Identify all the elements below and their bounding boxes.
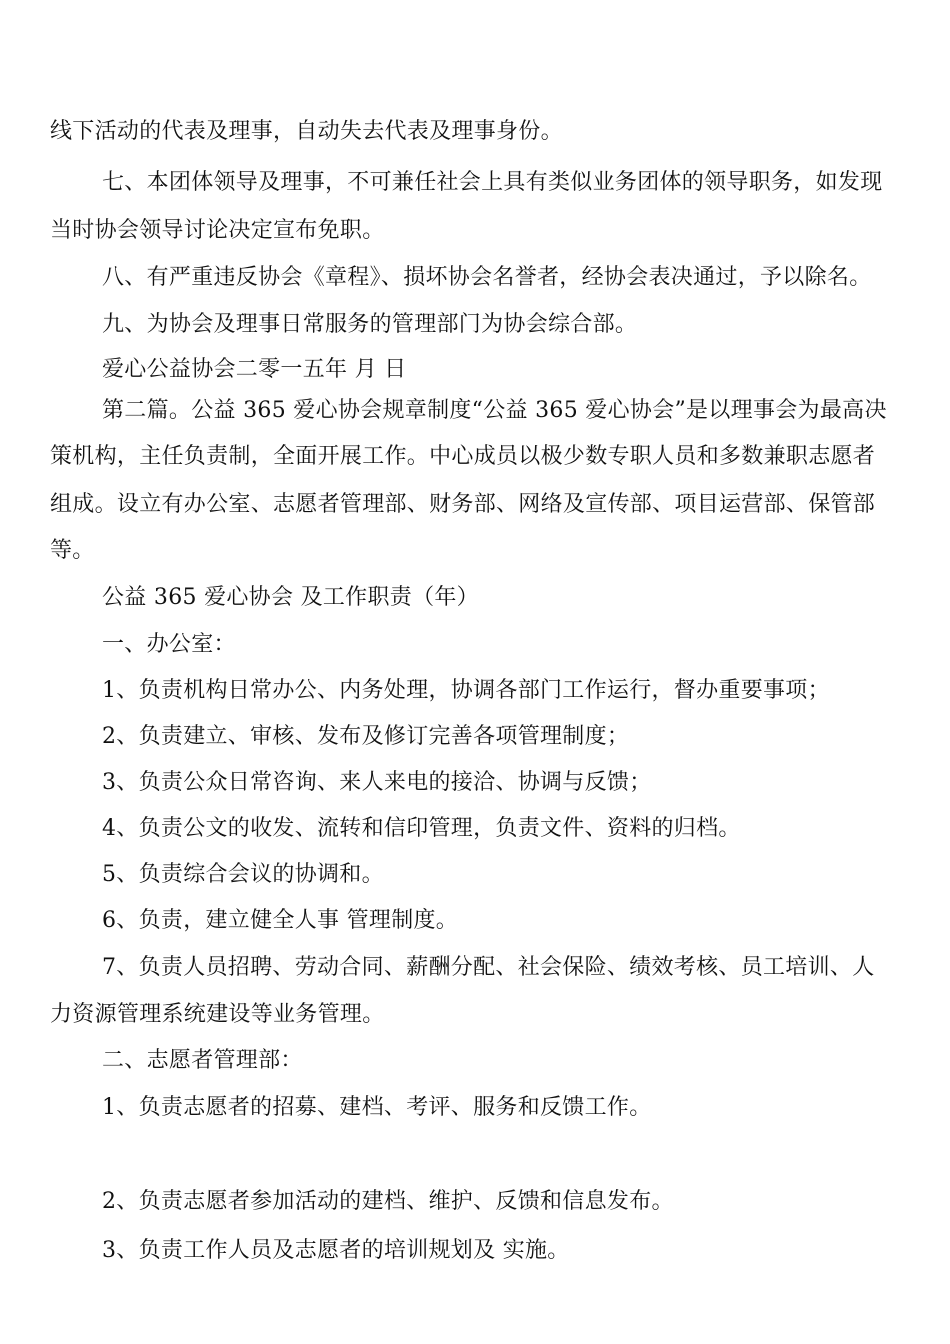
text-line: 爱心公益协会二零一五年 月 日 (102, 357, 407, 382)
text-line: 第二篇。公益 365 爱心协会规章制度“公益 365 爱心协会”是以理事会为最高决 (102, 398, 887, 423)
text-line: 6、负责，建立健全人事 管理制度。 (102, 908, 459, 933)
text-line: 1、负责志愿者的招募、建档、考评、服务和反馈工作。 (102, 1095, 652, 1120)
text-line: 公益 365 爱心协会 及工作职责（年） (102, 585, 479, 610)
text-line: 等。 (50, 538, 95, 563)
text-line: 策机构，主任负责制，全面开展工作。中心成员以极少数专职人员和多数兼职志愿者 (50, 444, 876, 469)
text-line: 7、负责人员招聘、劳动合同、薪酬分配、社会保险、绩效考核、员工培训、人 (102, 955, 875, 980)
text-line: 5、负责综合会议的协调和。 (102, 862, 384, 887)
text-line: 九、为协会及理事日常服务的管理部门为协会综合部。 (102, 312, 638, 337)
text-line: 一、办公室： (102, 632, 236, 657)
text-line: 组成。设立有办公室、志愿者管理部、财务部、网络及宣传部、项目运营部、保管部 (50, 492, 876, 517)
text-line: 2、负责志愿者参加活动的建档、维护、反馈和信息发布。 (102, 1189, 674, 1214)
text-line: 八、有严重违反协会《章程》、损坏协会名誉者，经协会表决通过，予以除名。 (102, 265, 872, 290)
text-line: 1、负责机构日常办公、内务处理，协调各部门工作运行，督办重要事项； (102, 678, 830, 703)
text-line: 当时协会领导讨论决定宣布免职。 (50, 218, 385, 243)
text-line: 2、负责建立、审核、发布及修订完善各项管理制度； (102, 724, 630, 749)
text-line: 3、负责公众日常咨询、来人来电的接洽、协调与反馈； (102, 770, 652, 795)
text-line: 力资源管理系统建设等业务管理。 (50, 1002, 385, 1027)
text-line: 4、负责公文的收发、流转和信印管理，负责文件、资料的归档。 (102, 816, 741, 841)
text-line: 七、本团体领导及理事，不可兼任社会上具有类似业务团体的领导职务，如发现 (102, 170, 883, 195)
text-line: 3、负责工作人员及志愿者的培训规划及 实施。 (102, 1238, 570, 1263)
text-line: 线下活动的代表及理事，自动失去代表及理事身份。 (50, 119, 563, 144)
text-line: 二、志愿者管理部： (102, 1048, 303, 1073)
